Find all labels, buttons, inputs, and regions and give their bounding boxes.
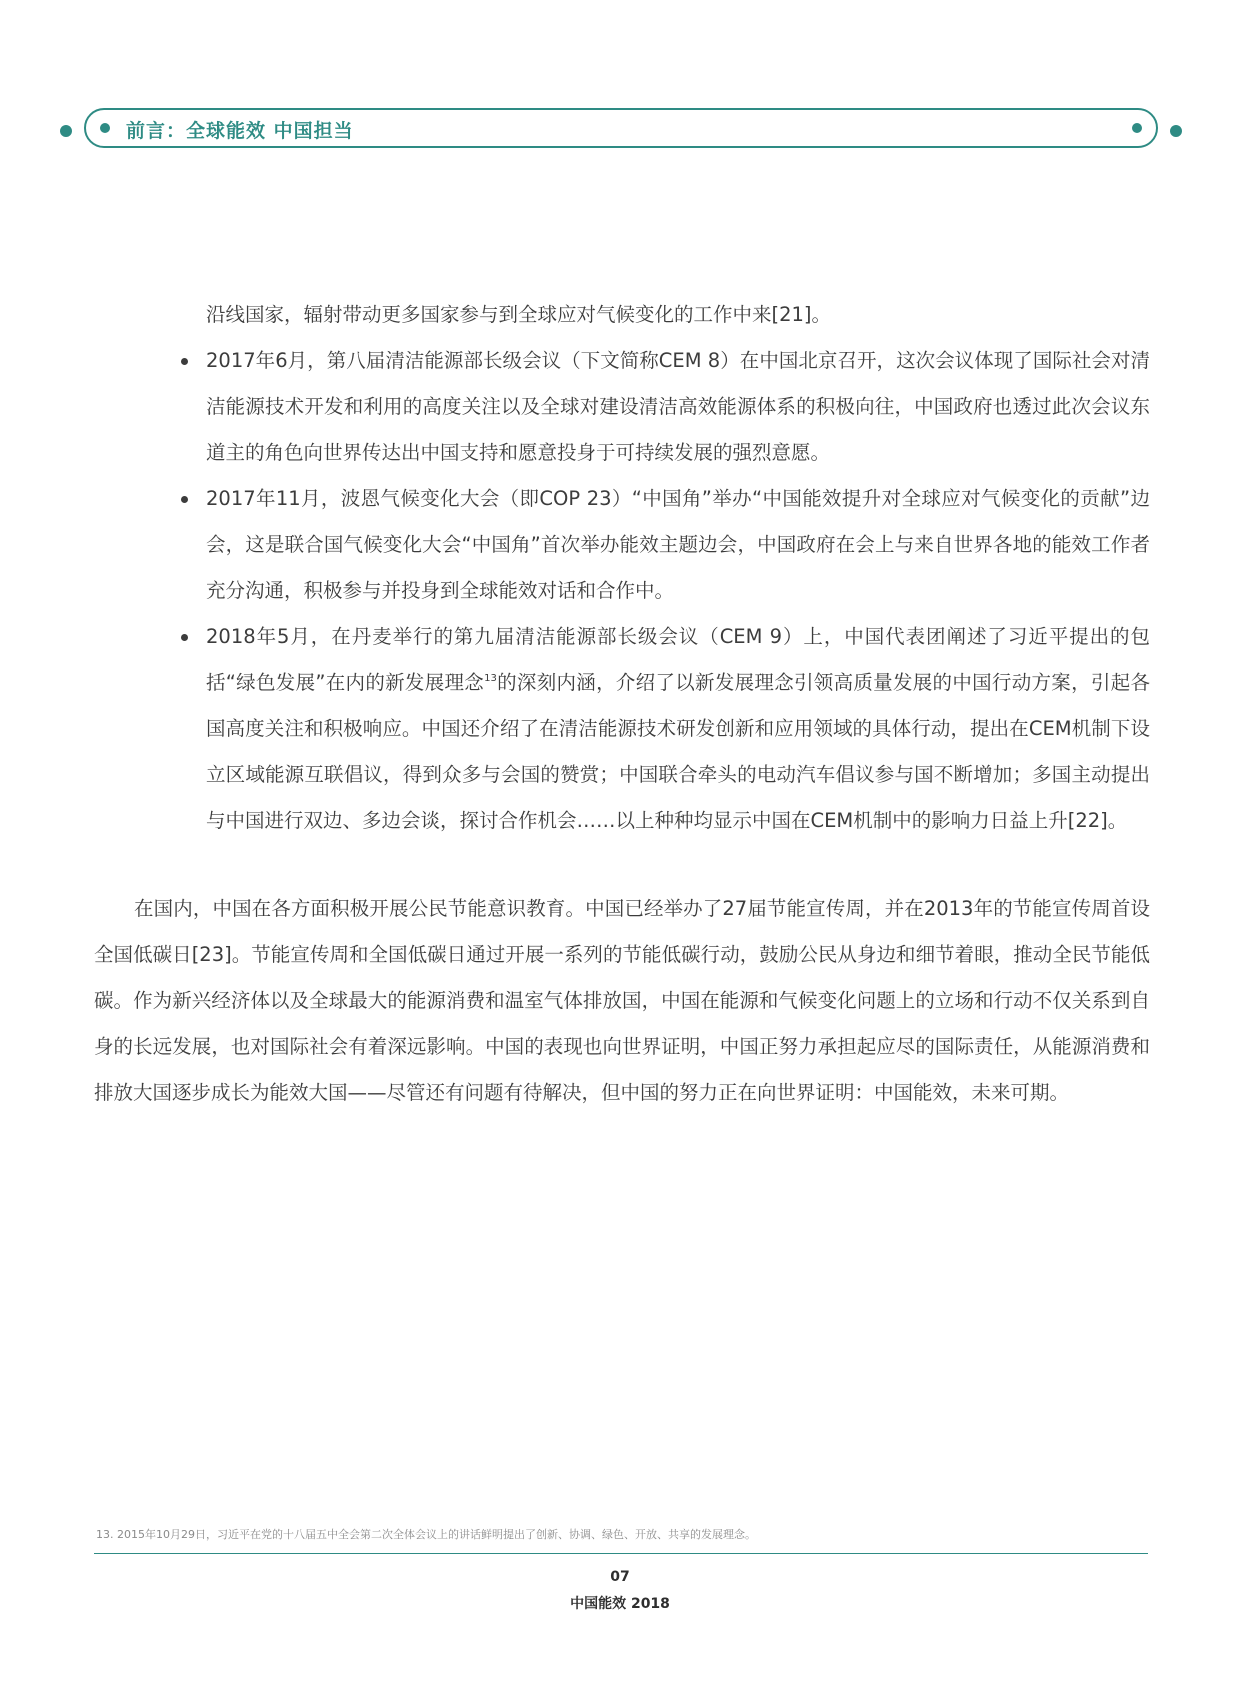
footnote: 13. 2015年10月29日，习近平在党的十八届五中全会第二次全体会议上的讲话鲜明提出了创新、协调、绿色、开放、共享的发展理念。 <box>96 1528 756 1541</box>
header-left-dot-icon <box>60 125 72 137</box>
bullet-item-cem8: 2017年6月，第八届清洁能源部长级会议（下文简称CEM 8）在中国北京召开，这次会议体现了国际社会对清洁能源技术开发和利用的高度关注以及全球对建设清洁高效能源体系的积极向往，中国政府也透过此次会议东道主的角色向世界传达出中国支持和愿意投身于可持续发展的强烈意愿。 <box>94 338 1150 476</box>
bullet-item-cop23: 2017年11月，波恩气候变化大会（即COP 23）“中国角”举办“中国能效提升对全球应对气候变化的贡献”边会，这是联合国气候变化大会“中国角”首次举办能效主题边会，中国政府在会上与来自世界各地的能效工作者充分沟通，积极参与并投身到全球能效对话和合作中。 <box>94 476 1150 614</box>
header-banner <box>84 108 1158 148</box>
continued-text: 沿线国家，辐射带动更多国家参与到全球应对气候变化的工作中来[21]。 <box>206 303 832 326</box>
header-inner-left-dot-icon <box>100 123 110 133</box>
bullet-text-part: 的深刻内涵，介绍了以新发展理念引领高质量发展的中国行动方案，引起各国高度关注和积极响应。中国还介绍了在清洁能源技术研发创新和应用领域的具体行动，提出在CEM机制下设立区域能源互联倡议，得到众多与会国的赞赏；中国联合牵头的电动汽车倡议参与国不断增加；多国主动提出与中国进行双边、多边会谈，探讨合作机会……以上种种均显示中国在CEM机制中的影响力日益上升[22]。 <box>206 671 1150 832</box>
bullet-item-cem9 <box>94 614 1150 844</box>
publication-title: 中国能效 2018 <box>570 1596 670 1612</box>
page-header <box>56 108 1186 154</box>
footnote-reference: 13 <box>484 673 497 684</box>
event-bullet-list <box>94 338 1150 844</box>
header-inner-right-dot-icon <box>1132 123 1142 133</box>
bullet-text-part: 2018年5月，在丹麦举行的第九届清洁能源部长级会议（CEM 9）上，中国代表团阐述了习近平提出的包括“绿色发展”在内的新发展理念 <box>206 625 1150 694</box>
footer-divider <box>94 1553 1148 1554</box>
page-number: 07 <box>610 1569 630 1585</box>
main-content <box>94 292 1150 1116</box>
header-right-dot-icon <box>1170 125 1182 137</box>
body-paragraph: 在国内，中国在各方面积极开展公民节能意识教育。中国已经举办了27届节能宣传周，并在2013年的节能宣传周首设全国低碳日[23]。节能宣传周和全国低碳日通过开展一系列的节能低碳行动，鼓励公民从身边和细节着眼，推动全民节能低碳。作为新兴经济体以及全球最大的能源消费和温室气体排放国，中国在能源和气候变化问题上的立场和行动不仅关系到自身的长远发展，也对国际社会有着深远影响。中国的表现也向世界证明，中国正努力承担起应尽的国际责任，从能源消费和排放大国逐步成长为能效大国——尽管还有问题有待解决，但中国的努力正在向世界证明：中国能效，未来可期。 <box>94 897 1150 1104</box>
section-title: 前言：全球能效 中国担当 <box>126 120 354 142</box>
